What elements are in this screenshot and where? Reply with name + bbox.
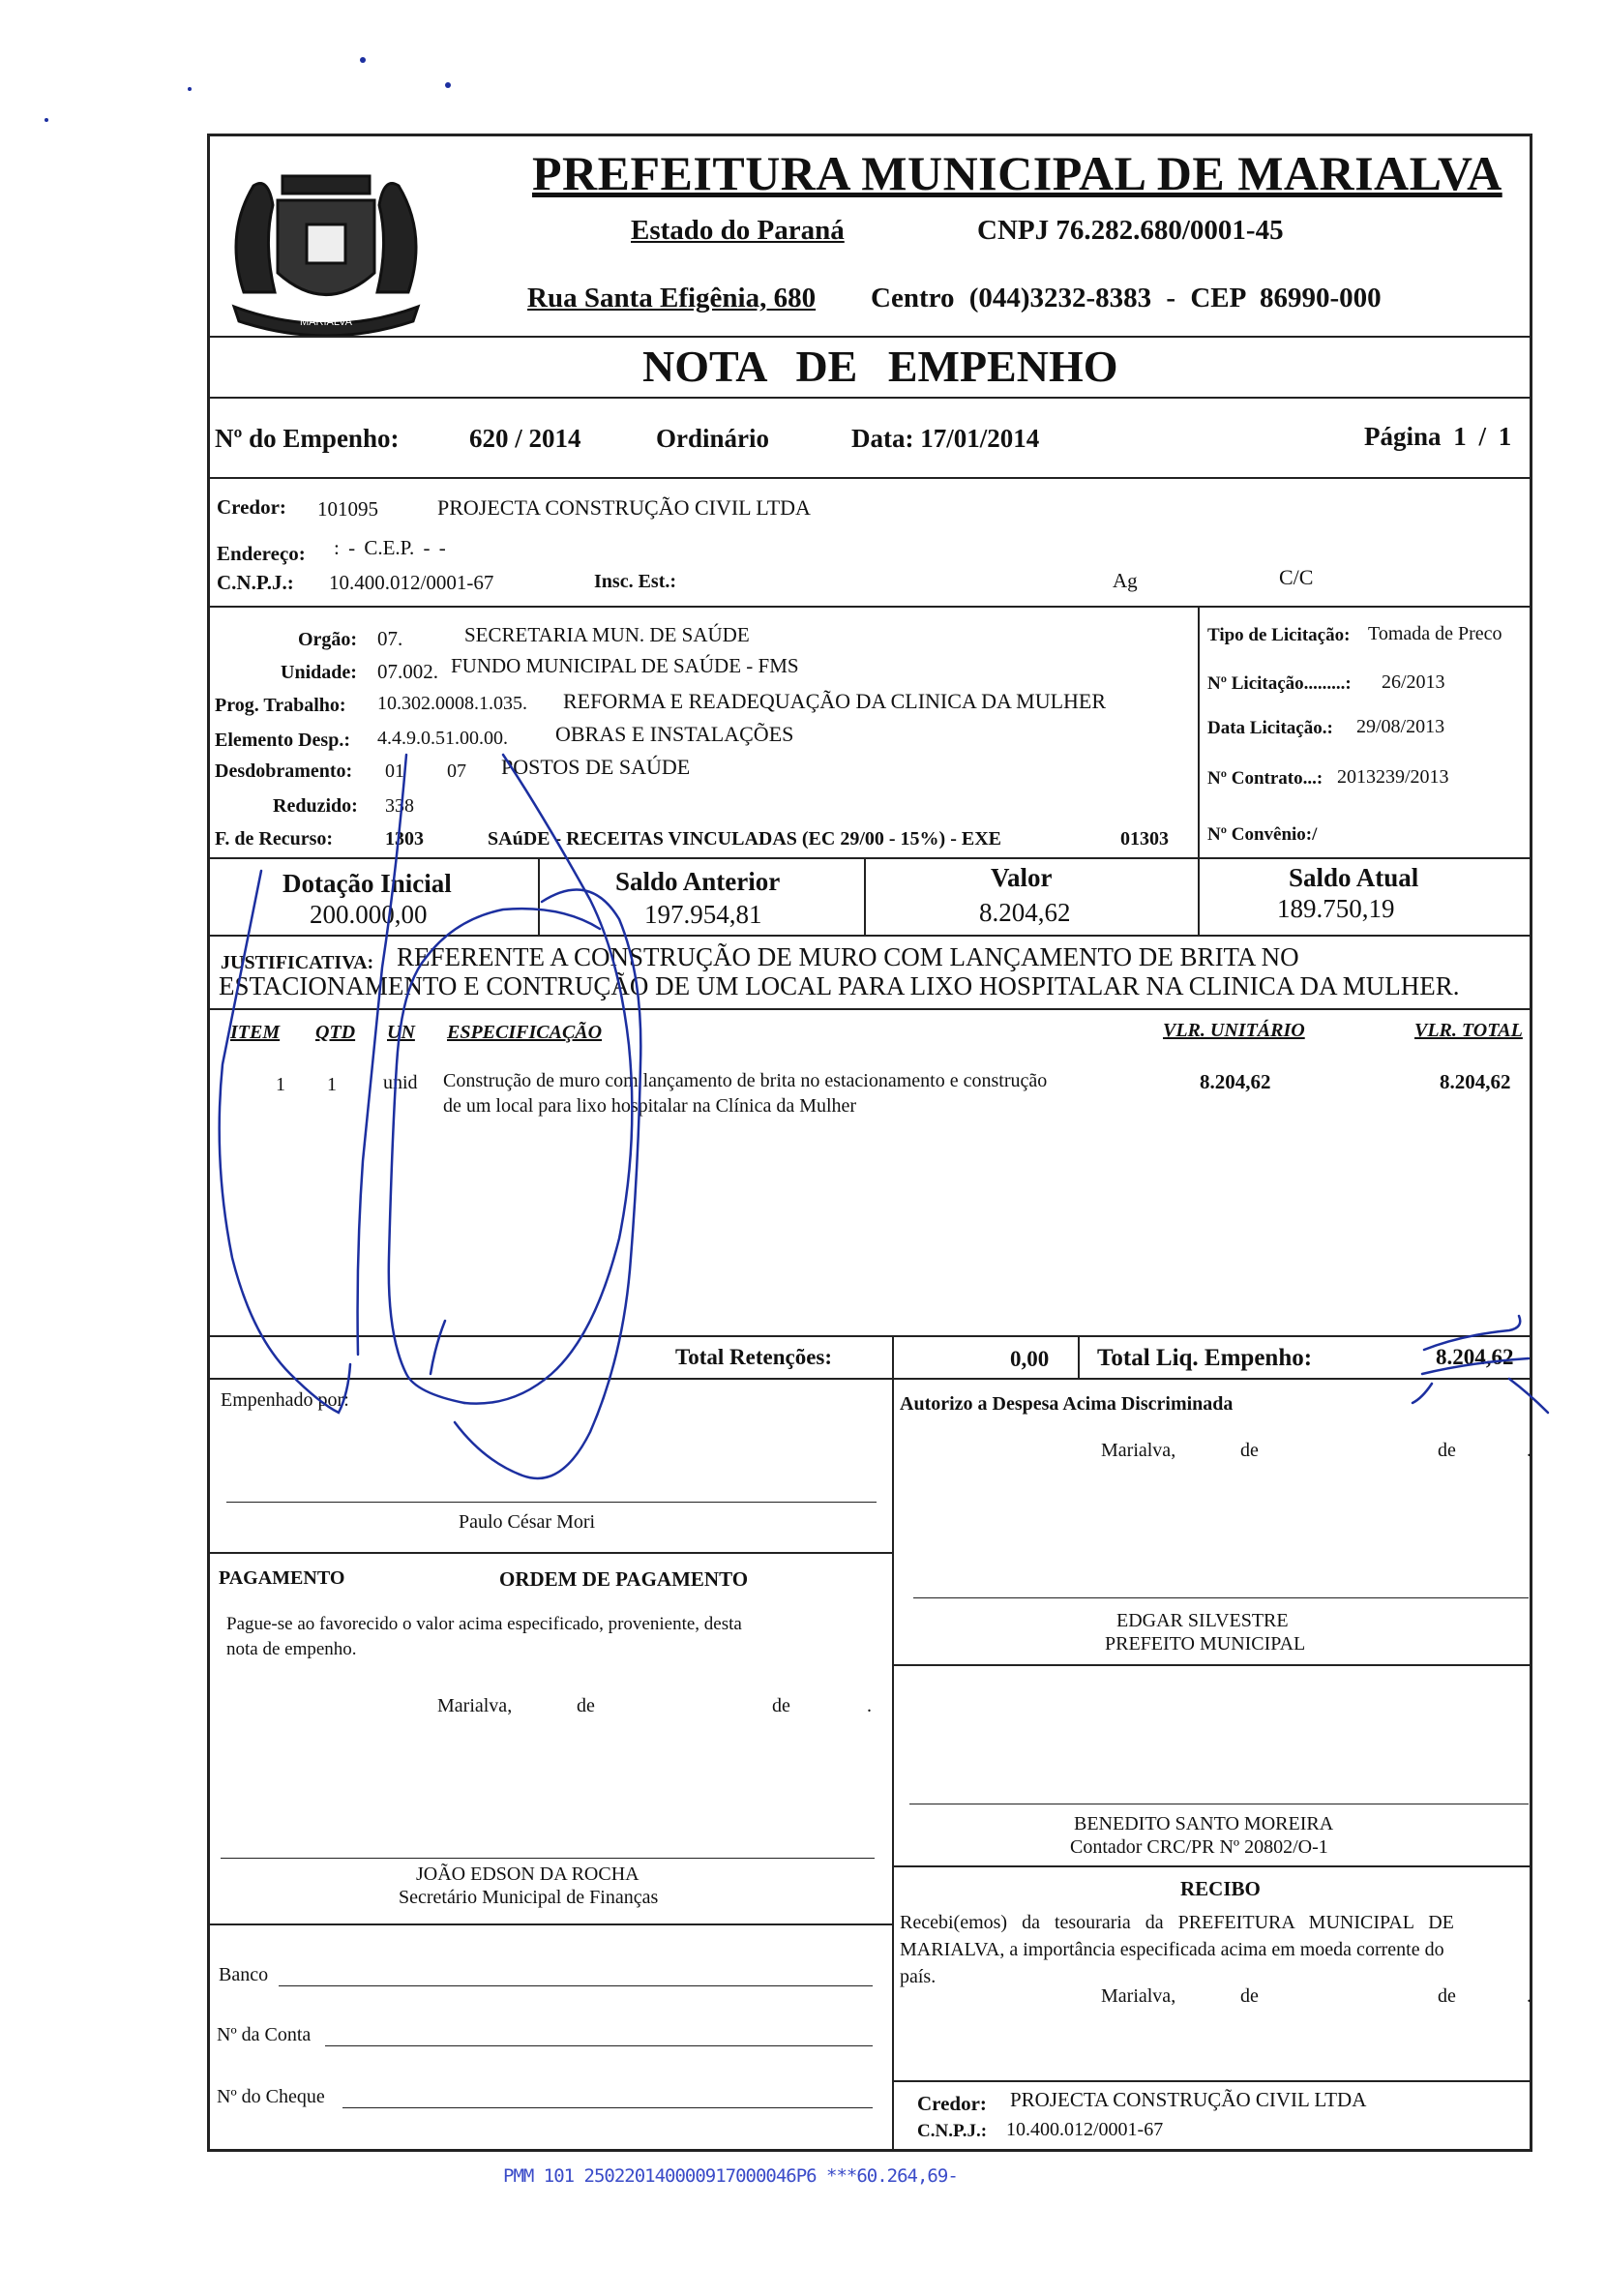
document-title: NOTA DE EMPENHO	[642, 342, 1118, 391]
prog-desc: REFORMA E READEQUAÇÃO DA CLINICA DA MULHER	[563, 689, 1107, 713]
secretario-name: JOÃO EDSON DA ROCHA	[416, 1864, 639, 1885]
item-number: 1	[276, 1074, 285, 1095]
desdobramento-label: Desdobramento:	[215, 760, 353, 782]
address-label: Endereço:	[217, 542, 306, 565]
credor-name: PROJECTA CONSTRUÇÃO CIVIL LTDA	[437, 495, 811, 520]
col-especificacao: ESPECIFICAÇÃO	[447, 1022, 603, 1043]
credor-address: : - C.E.P. - -	[334, 536, 446, 559]
recurso-code: 1303	[385, 828, 424, 850]
desdobramento-a: 01	[385, 760, 404, 782]
credor-code: 101095	[317, 497, 378, 521]
street-address: Rua Santa Efigênia, 680	[527, 283, 817, 313]
justificativa-line-1: REFERENTE A CONSTRUÇÃO DE MURO COM LANÇAMENTO DE BRITA NO	[397, 942, 1299, 971]
municipality-title: PREFEITURA MUNICIPAL DE MARIALVA	[532, 146, 1502, 200]
col-vlr-total: VLR. TOTAL	[1414, 1020, 1523, 1041]
recurso-code-2: 01303	[1120, 828, 1169, 850]
autorizo-de-2: de	[1438, 1440, 1456, 1461]
col-qtd: QTD	[315, 1022, 356, 1043]
licitacao-date: 29/08/2013	[1356, 716, 1445, 737]
empenho-type: Ordinário	[656, 424, 770, 453]
item-qtd: 1	[327, 1074, 337, 1095]
credor-label: Credor:	[217, 495, 286, 519]
address-rest: Centro (044)3232-8383 - CEP 86990-000	[871, 283, 1382, 313]
conta-label: Nº da Conta	[217, 2024, 312, 2045]
item-espec-line-1: Construção de muro com lançamento de brita no estacionamento e construção	[443, 1070, 1048, 1091]
orgao-code: 07.	[377, 627, 403, 650]
prefeito-name: EDGAR SILVESTRE	[1116, 1610, 1289, 1631]
secretario-role: Secretário Municipal de Finanças	[399, 1887, 659, 1908]
licitacao-number: 26/2013	[1382, 671, 1445, 693]
justificativa-line-2: ESTACIONAMENTO E CONTRUÇÃO DE UM LOCAL PARA LIXO HOSPITALAR NA CLINICA DA MULHER.	[219, 971, 1460, 1000]
contador-name: BENEDITO SANTO MOREIRA	[1074, 1813, 1334, 1834]
ag-label: Ag	[1113, 569, 1138, 592]
autorizo-label: Autorizo a Despesa Acima Discriminada	[900, 1393, 1234, 1415]
elemento-code: 4.4.9.0.51.00.00.	[377, 728, 508, 749]
footer-credor-label: Credor:	[917, 2092, 987, 2115]
contador-role: Contador CRC/PR Nº 20802/O-1	[1070, 1836, 1328, 1858]
pagamento-text-2: nota de empenho.	[226, 1639, 357, 1659]
col-vlr-unitario: VLR. UNITÁRIO	[1163, 1020, 1305, 1041]
total-retencoes-label: Total Retenções:	[675, 1345, 833, 1369]
empenho-number-label: Nº do Empenho:	[215, 424, 400, 453]
pagamento-place: Marialva,	[437, 1695, 513, 1716]
contrato-number: 2013239/2013	[1337, 766, 1449, 788]
dotacao-inicial-label: Dotação Inicial	[283, 869, 452, 898]
page-number: Página 1 / 1	[1364, 422, 1512, 451]
footer-cnpj: 10.400.012/0001-67	[1006, 2119, 1164, 2140]
recurso-label: F. de Recurso:	[215, 828, 334, 850]
unidade-code: 07.002.	[377, 660, 438, 683]
banco-label: Banco	[219, 1964, 269, 1985]
contrato-label: Nº Contrato...:	[1207, 768, 1323, 789]
saldo-atual-label: Saldo Atual	[1289, 863, 1419, 892]
footer-cnpj-label: C.N.P.J.:	[917, 2121, 988, 2141]
col-item: ITEM	[230, 1022, 281, 1043]
empenhado-por-label: Empenhado por:	[221, 1389, 349, 1411]
cheque-label: Nº do Cheque	[217, 2086, 325, 2107]
bottom-stamp: PMM 101 250220140000917000046P6 ***60.264,69-	[503, 2165, 958, 2187]
saldo-atual-value: 189.750,19	[1277, 894, 1395, 923]
cc-label: C/C	[1279, 565, 1314, 589]
licitacao-date-label: Data Licitação.:	[1207, 718, 1333, 738]
item-un: unid	[383, 1072, 418, 1093]
header-cnpj: CNPJ 76.282.680/0001-45	[977, 215, 1284, 246]
recibo-place: Marialva,	[1101, 1985, 1176, 2007]
prefeito-role: PREFEITO MUNICIPAL	[1105, 1633, 1306, 1655]
saldo-anterior-label: Saldo Anterior	[615, 867, 781, 896]
orgao-label: Orgão:	[298, 629, 358, 650]
elemento-label: Elemento Desp.:	[215, 730, 350, 751]
footer-credor-name: PROJECTA CONSTRUÇÃO CIVIL LTDA	[1010, 2088, 1367, 2111]
recibo-text-3: país.	[900, 1966, 937, 1987]
recibo-de-2: de	[1438, 1985, 1456, 2007]
total-liquido-label: Total Liq. Empenho:	[1097, 1345, 1313, 1371]
reduzido-label: Reduzido:	[273, 795, 358, 817]
item-vlr-unitario: 8.204,62	[1200, 1070, 1271, 1093]
item-vlr-total: 8.204,62	[1440, 1070, 1511, 1093]
autorizo-place: Marialva,	[1101, 1440, 1176, 1461]
desdobramento-desc: POSTOS DE SAÚDE	[501, 755, 691, 779]
prog-label: Prog. Trabalho:	[215, 695, 346, 716]
unidade-label: Unidade:	[281, 662, 357, 683]
pagamento-label: PAGAMENTO	[219, 1567, 345, 1589]
autorizo-de-1: de	[1240, 1440, 1259, 1461]
insc-est-label: Insc. Est.:	[594, 571, 677, 592]
unidade-desc: FUNDO MUNICIPAL DE SAÚDE - FMS	[451, 654, 799, 677]
empenho-date: Data: 17/01/2014	[851, 424, 1040, 453]
seal-text: MARIALVA	[300, 316, 352, 328]
ordem-pagamento-label: ORDEM DE PAGAMENTO	[499, 1567, 749, 1591]
saldo-anterior-value: 197.954,81	[644, 900, 762, 929]
tipo-licitacao-label: Tipo de Licitação:	[1207, 625, 1351, 645]
tipo-licitacao: Tomada de Preco	[1368, 623, 1502, 644]
reduzido-value: 338	[385, 795, 414, 817]
recurso-desc: SAúDE - RECEITAS VINCULADAS (EC 29/00 - 15%) - EXE	[488, 828, 1001, 850]
desdobramento-b: 07	[447, 760, 466, 782]
valor-value: 8.204,62	[979, 898, 1071, 927]
recibo-de-1: de	[1240, 1985, 1259, 2007]
state-label: Estado do Paraná	[631, 215, 845, 246]
recibo-text-1: Recebi(emos) da tesouraria da PREFEITURA MUNICIPAL DE	[900, 1912, 1454, 1933]
orgao-desc: SECRETARIA MUN. DE SAÚDE	[464, 623, 750, 646]
credor-cnpj: 10.400.012/0001-67	[329, 571, 494, 594]
total-retencoes-value: 0,00	[1010, 1347, 1050, 1371]
pagamento-de-1: de	[577, 1695, 595, 1716]
total-liquido-value: 8.204,62	[1436, 1345, 1514, 1369]
col-un: UN	[387, 1022, 415, 1043]
dotacao-inicial-value: 200.000,00	[310, 900, 428, 929]
empenhado-por-name: Paulo César Mori	[459, 1511, 596, 1533]
recibo-text-2: MARIALVA, a importância especificada acima em moeda corrente do	[900, 1939, 1444, 1960]
valor-label: Valor	[991, 863, 1053, 892]
cnpj-label: C.N.P.J.:	[217, 571, 294, 594]
elemento-desc: OBRAS E INSTALAÇÕES	[555, 722, 794, 746]
empenho-number: 620 / 2014	[469, 424, 581, 453]
licitacao-number-label: Nº Licitação.........:	[1207, 673, 1352, 694]
prog-code: 10.302.0008.1.035.	[377, 693, 527, 714]
item-espec-line-2: de um local para lixo hospitalar na Clínica da Mulher	[443, 1095, 857, 1117]
recibo-title: RECIBO	[1180, 1877, 1261, 1900]
pagamento-text-1: Pague-se ao favorecido o valor acima especificado, proveniente, desta	[226, 1614, 742, 1634]
convenio-label: Nº Convênio:/	[1207, 824, 1318, 845]
justificativa-label: JUSTIFICATIVA:	[221, 952, 374, 973]
pagamento-de-2: de	[772, 1695, 790, 1716]
